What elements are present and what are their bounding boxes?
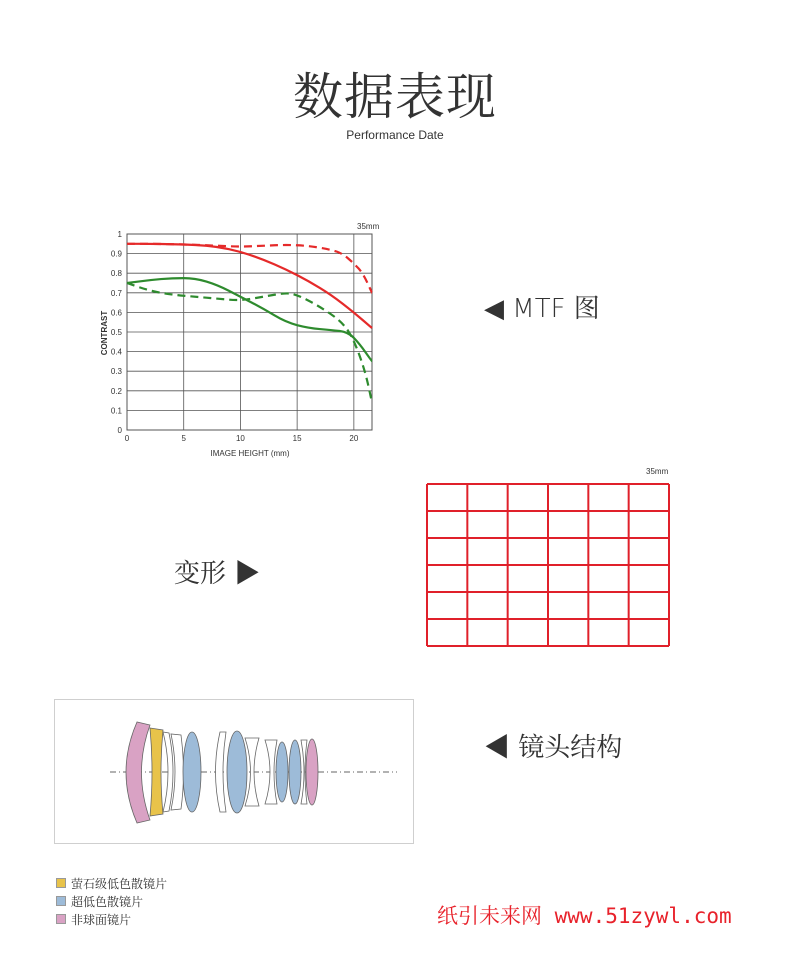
- mtf-series-line-green-solid: [127, 278, 372, 361]
- mtf-y-tick-label: 0.2: [110, 386, 122, 396]
- mtf-y-tick-label: 0: [117, 426, 122, 435]
- mtf-y-tick-label: 0.5: [110, 328, 122, 337]
- lens-structure-panel: [54, 699, 414, 844]
- distortion-corner-label: 35mm: [646, 467, 669, 476]
- legend-swatch-ed: [56, 896, 66, 906]
- legend-swatch-fluorite: [56, 878, 66, 888]
- mtf-y-tick-label: 0.9: [110, 249, 122, 259]
- mtf-x-tick-label: 5: [181, 434, 186, 443]
- mtf-grid: [127, 234, 372, 430]
- legend-item: [56, 910, 167, 928]
- mtf-x-axis-label: IMAGE HEIGHT (mm): [210, 449, 290, 458]
- lens-element-aspherical-rear: [306, 739, 318, 805]
- distortion-grid: [427, 484, 669, 646]
- mtf-x-tick-label: 15: [292, 434, 302, 443]
- lens-element-6: [216, 732, 227, 812]
- page-subtitle: Performance Date: [346, 128, 444, 142]
- lens-legend: [56, 874, 167, 928]
- distortion-chart: [420, 462, 680, 654]
- lens-diagram: [55, 700, 413, 843]
- mtf-series-line-red-dashed: [127, 244, 372, 293]
- mtf-x-tick-label: 0: [124, 434, 130, 443]
- mtf-y-tick-label: 1: [117, 230, 122, 239]
- mtf-y-tick-label: 0.8: [110, 269, 122, 279]
- legend-label: 非球面镜片: [71, 912, 132, 927]
- mtf-y-tick-label: 0.1: [110, 406, 122, 416]
- legend-label: 萤石级低色散镜片: [71, 876, 168, 891]
- mtf-series-line-red-solid: [127, 244, 372, 328]
- lens-element-aspherical-front: [126, 722, 150, 823]
- mtf-chart: [95, 218, 385, 468]
- mtf-x-tick-label: 10: [235, 434, 245, 443]
- mtf-series: [127, 244, 372, 403]
- mtf-corner-label: 35mm: [357, 222, 380, 231]
- legend-label: 超低色散镜片: [71, 894, 144, 909]
- mtf-y-tick-label: 0.7: [110, 288, 122, 298]
- mtf-y-tick-label: 0.6: [110, 308, 122, 318]
- lens-element-ed-3: [276, 742, 288, 802]
- mtf-y-axis-label: CONTRAST: [100, 310, 109, 356]
- mtf-label: ◀ MTF 图: [484, 294, 600, 324]
- distortion-label: 变形 ▶: [174, 559, 261, 589]
- legend-item: [56, 874, 167, 892]
- legend-item: [56, 892, 167, 910]
- lens-element-ed-2: [227, 731, 247, 813]
- legend-swatch-aspherical: [56, 914, 66, 924]
- mtf-x-tick-label: 20: [349, 434, 359, 443]
- lens-element-fluorite: [150, 728, 163, 816]
- lens-element-ed-4: [289, 740, 301, 804]
- lens-structure-label: ◀ 镜头结构: [484, 733, 623, 763]
- mtf-ticks: [111, 230, 359, 443]
- watermark: 纸引未来网 www.51zywl.com: [437, 904, 732, 928]
- mtf-y-tick-label: 0.3: [110, 367, 122, 377]
- page-title: 数据表现: [293, 68, 497, 126]
- lens-element-ed-1: [183, 732, 201, 812]
- mtf-y-tick-label: 0.4: [110, 347, 122, 357]
